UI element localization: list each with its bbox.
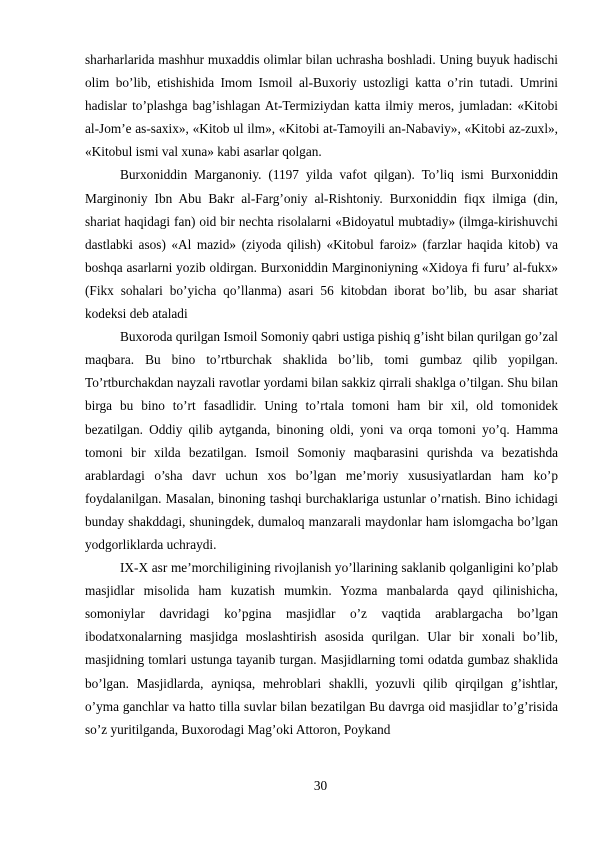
page-body <box>85 48 558 741</box>
page-number: 30 <box>313 778 328 793</box>
paragraph-4: IX-X asr me’morchiligining rivojlanish yo’llarining saklanib qolganligini ko’plab masjidlar misolida ham kuzatish mumkin. Yozma manbalarda qayd qilinishicha, somoniylar davridagi ko’pgina masjidlar o’z vaqtida arablargacha bo’lgan ibodatxonalarning masjidga moslashtirish asosida qurilgan. Ular bir xonali bo’lib, masjidning tomlari ustunga tayanib turgan. Masjidlarning tomi odatda gumbaz shaklida bo’lgan. Masjidlarda, ayniqsa, mehroblari shaklli, yozuvli qilib qirqilgan g’ishtlar, o’yma ganchlar va hatto tilla suvlar bilan bezatilgan Bu davrga oid masjidlar to’g’risida so’z yuritilganda, Buxorodagi Mag’oki Attoron, Poykand <box>85 560 558 737</box>
paragraph-1: sharharlarida mashhur muxaddis olimlar bilan uchrasha boshladi. Uning buyuk hadischi olim bo’lib, etishishida Imom Ismoil al-Buxoriy ustozligi katta o’rin tutadi. Umrini hadislar to’plashga bag’ishlagan At-Termiziydan katta ilmiy meros, jumladan: «Kitobi al-Jom’e as-saxix», «Kitob ul ilm», «Kitobi at-Tamoyili an-Nabaviy», «Kitobi az-zuxl», «Kitobul ismi val xuna» kabi asarlar qolgan. <box>85 52 558 160</box>
paragraph-2: Burxoniddin Marganoniy. (1197 yilda vafot qilgan). To’liq ismi Burxoniddin Marginoniy Ibn Abu Bakr al-Farg’oniy al-Rishtoniy. Burxoniddin fiqx ilmiga (din, shariat haqidagi fan) oid bir nechta risolalarni «Bidoyatul mubtadiy» (ilmga-kirishuvchi dastlabki asos) «Al mazid» (ziyoda qilish) «Kitobul faroiz» (farzlar haqida kitob) va boshqa asarlarni yozib oldirgan. Burxoniddin Marginoniyning «Xidoya fi furu’ al-fukx» (Fikx sohalari bo’yicha qo’llanma) asari 56 kitobdan iborat bo’lib, bu asar shariat kodeksi deb ataladi <box>85 167 558 322</box>
paragraph-3: Buxoroda qurilgan Ismoil Somoniy qabri ustiga pishiq g’isht bilan qurilgan go’zal maqbara. Bu bino to’rtburchak shaklida bo’lib, tomi gumbaz qilib yopilgan. To’rtburchakdan nayzali ravotlar yordami bilan sakkiz qirrali shaklga o’tilgan. Shu bilan birga bu bino to’rt fasadlidir. Uning to’rtala tomoni ham bir xil, old tomonidek bezatilgan. Oddiy qilib aytganda, binoning oldi, yoni va orqa tomoni yo’q. Hamma tomoni bir xilda bezatilgan. Ismoil Somoniy maqbarasini qurishda va bezatishda arablardagi o’sha davr uchun xos bo’lgan me’moriy xususiyatlardan ham ko’p foydalanilgan. Masalan, binoning tashqi burchaklariga ustunlar o’rnatish. Bino ichidagi bunday shakddagi, shuningdek, dumaloq manzarali maydonlar ham islomgacha bo’lgan yodgorliklarda uchraydi. <box>85 329 559 552</box>
